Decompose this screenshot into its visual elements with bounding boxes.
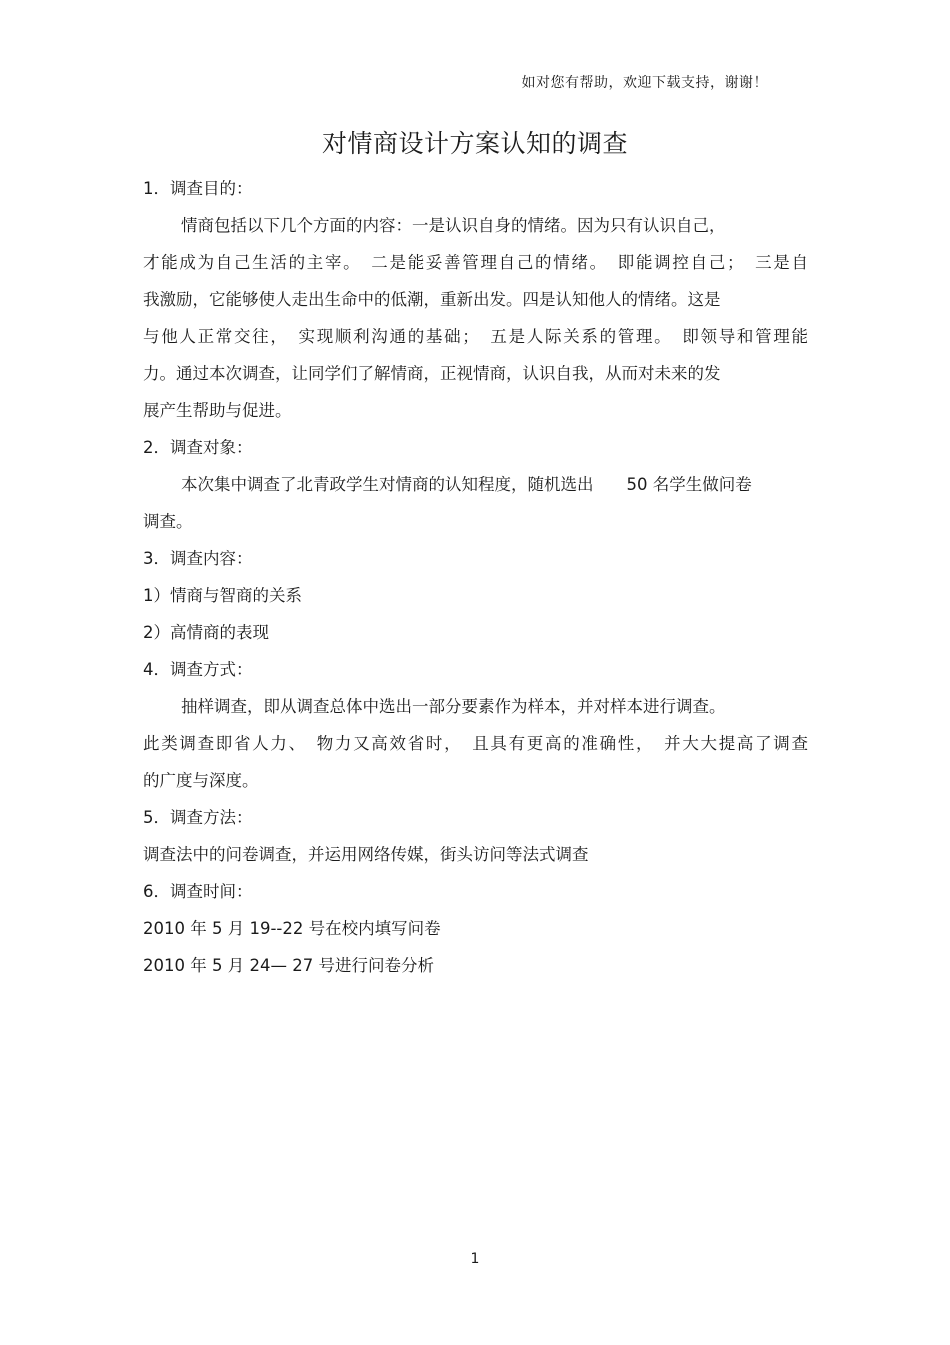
section-heading-content: 3．调查内容：: [143, 549, 253, 568]
paragraph-line: 与他人正常交往， 实现顺利沟通的基础； 五是人际关系的管理。 即领导和管理能: [143, 327, 808, 346]
paragraph-line: 本次集中调查了北青政学生对情商的认知程度，随机选出 50 名学生做问卷: [181, 475, 752, 494]
paragraph-line: 的广度与深度。: [143, 771, 259, 790]
paragraph-line: 情商包括以下几个方面的内容：一是认识自身的情绪。因为只有认识自己，: [181, 216, 726, 235]
section-heading-mode: 4．调查方式：: [143, 660, 253, 679]
schedule-line: 2010 年 5 月 19--22 号在校内填写问卷: [143, 919, 441, 938]
section-heading-purpose: 1．调查目的：: [143, 179, 253, 198]
document-title: 对情商设计方案认知的调查: [321, 129, 628, 158]
schedule-line: 2010 年 5 月 24— 27 号进行问卷分析: [143, 956, 434, 975]
section-heading-time: 6．调查时间：: [143, 882, 253, 901]
paragraph-line: 我激励，它能够使人走出生命中的低潮，重新出发。四是认知他人的情绪。这是: [143, 290, 721, 309]
list-item: 2）高情商的表现: [143, 623, 269, 642]
paragraph-line: 展产生帮助与促进。: [143, 401, 292, 420]
header-note: 如对您有帮助，欢迎下载支持，谢谢！: [521, 75, 768, 91]
page-number: 1: [470, 1251, 480, 1267]
paragraph-line: 力。通过本次调查，让同学们了解情商，正视情商，认识自我，从而对未来的发: [143, 364, 721, 383]
paragraph-line: 调查。: [143, 512, 193, 531]
paragraph-line: 才能成为自己生活的主宰。 二是能妥善管理自己的情绪。 即能调控自己； 三是自: [143, 253, 808, 272]
paragraph-line: 调查法中的问卷调查，并运用网络传媒，街头访问等法式调查: [143, 845, 589, 864]
section-heading-subjects: 2．调查对象：: [143, 438, 253, 457]
document-body: [143, 170, 808, 984]
paragraph-line: 抽样调查，即从调查总体中选出一部分要素作为样本，并对样本进行调查。: [181, 697, 726, 716]
list-item: 1）情商与智商的关系: [143, 586, 302, 605]
section-heading-method: 5．调查方法：: [143, 808, 253, 827]
paragraph-line: 此类调查即省人力、 物力又高效省时， 且具有更高的准确性， 并大大提高了调查: [143, 734, 808, 753]
